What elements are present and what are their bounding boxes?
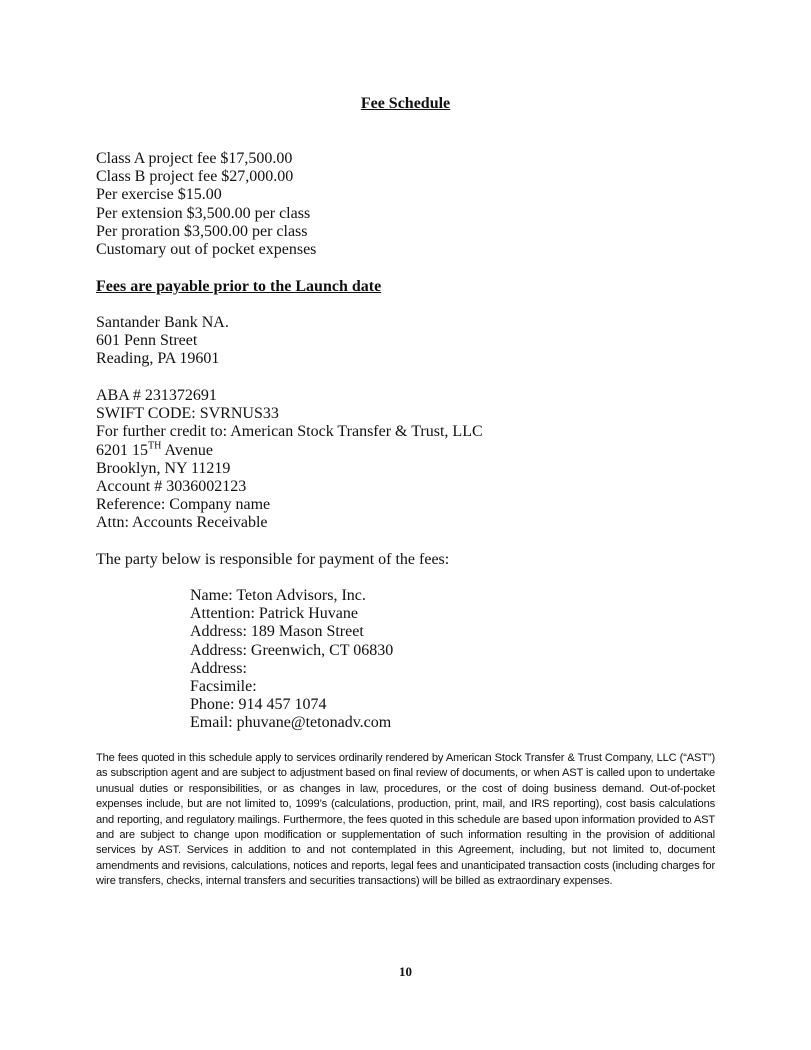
party-name: Name: Teton Advisors, Inc. — [190, 587, 366, 604]
fee-item: Class B project fee $27,000.00 — [96, 168, 294, 186]
fee-item: Customary out of pocket expenses — [96, 241, 317, 259]
fee-item: Per proration $3,500.00 per class — [96, 222, 308, 240]
bank-name: Santander Bank NA. — [96, 314, 229, 331]
wire-instructions — [96, 387, 483, 533]
party-facsimile: Facsimile: — [190, 678, 257, 696]
page-number: 10 — [399, 964, 412, 979]
account-number: Account # 3036002123 — [96, 478, 247, 496]
payable-heading: Fees are payable prior to the Launch date — [96, 278, 382, 295]
aba-number: ABA # 231372691 — [96, 387, 217, 404]
party-address-2: Address: Greenwich, CT 06830 — [190, 641, 394, 659]
disclaimer-paragraph: The fees quoted in this schedule apply to services ordinarily rendered by American Stock Transfer & Trust Company, LLC (“AST”) as subscription agent and are subject to adjustment based on final review of documents, or when AST is called upon to undertake unusual duties or responsibilities, or as changes in law, procedures, or the cost of doing business demand. Out-of-pocket expenses include, but are not limited to, 1099’s (calculations, production, print, mail, and IRS reporting), cost basis calculations and reporting, and regulatory mailings. Furthermore, the fees quoted in this schedule are based upon information provided to AST and are subject to change upon modification or supplementation of such information resulting in the provision of additional services by AST. Services in addition to and not contemplated in this Agreement, including, but not limited to, document amendments and revisions, calculations, notices and reports, legal fees and unanticipated transaction costs (including charges for wire transfers, checks, internal transfers and securities transactions) will be billed as extraordinary expenses. — [96, 752, 715, 888]
further-credit: For further credit to: American Stock Transfer & Trust, LLC — [96, 423, 483, 441]
party-address-1: Address: 189 Mason Street — [190, 623, 364, 641]
street-number: 6201 15 — [96, 441, 148, 459]
page-title: Fee Schedule — [360, 95, 451, 112]
bank-street: 601 Penn Street — [96, 332, 198, 350]
swift-code: SWIFT CODE: SVRNUS33 — [96, 405, 279, 423]
party-details — [190, 587, 393, 733]
reference: Reference: Company name — [96, 496, 271, 514]
attention-line: Attn: Accounts Receivable — [96, 514, 268, 532]
fee-list — [96, 150, 316, 259]
fee-item: Per exercise $15.00 — [96, 186, 222, 204]
street-rest: Avenue — [161, 441, 214, 459]
street-ordinal: TH — [148, 440, 162, 452]
credit-city: Brooklyn, NY 11219 — [96, 459, 231, 477]
credit-street — [96, 442, 483, 460]
fee-item: Class A project fee $17,500.00 — [96, 150, 293, 167]
bank-city: Reading, PA 19601 — [96, 350, 220, 368]
party-address-3: Address: — [190, 659, 247, 677]
party-email: Email: phuvane@tetonadv.com — [190, 714, 392, 732]
party-intro: The party below is responsible for payment of the fees: — [96, 551, 450, 568]
party-attention: Attention: Patrick Huvane — [190, 605, 358, 623]
fee-item: Per extension $3,500.00 per class — [96, 204, 311, 222]
bank-address — [96, 314, 229, 369]
party-phone: Phone: 914 457 1074 — [190, 696, 327, 714]
